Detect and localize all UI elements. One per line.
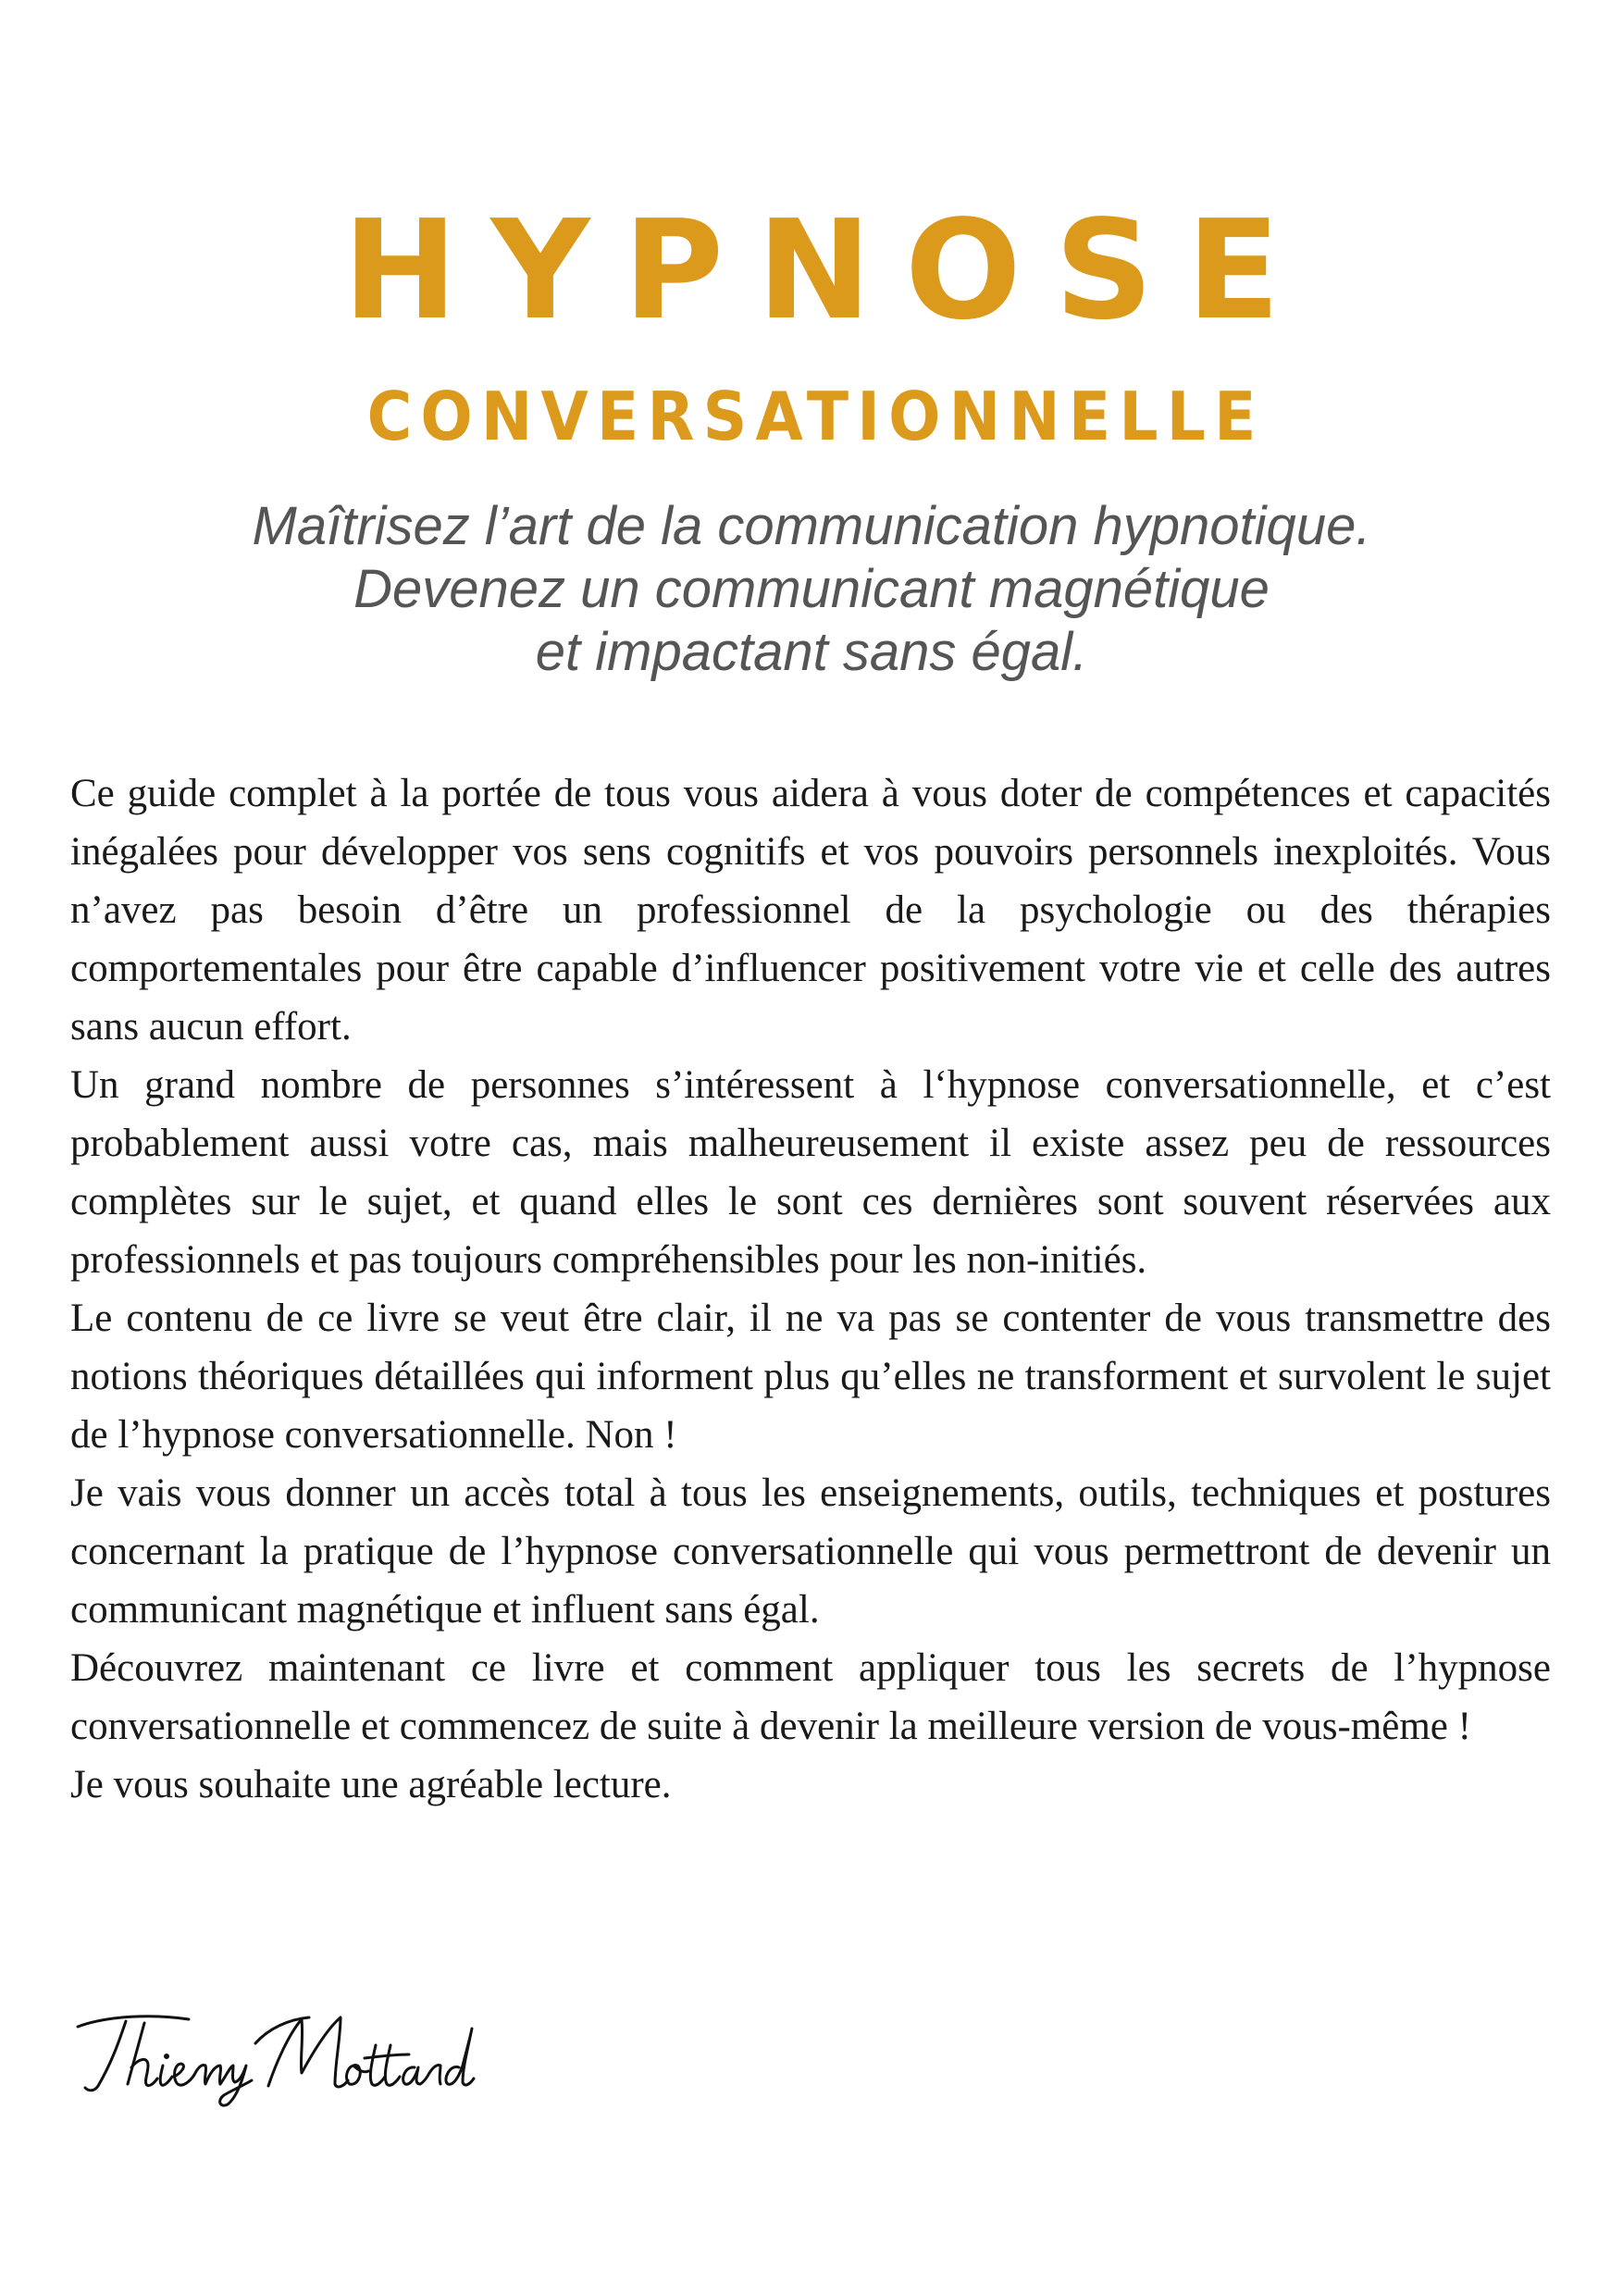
paragraph: Ce guide complet à la portée de tous vous aidera à vous doter de compétences et capacités inégalées pour développer vos sens cognitifs et vos pouvoirs personnels inexploités. Vous n’avez pas besoin d’être un professionnel de la psychologie ou des thérapies comportementales pour être capable d’influencer positivement votre vie et celle des autres sans aucun effort. (70, 772, 1551, 1049)
paragraph: Je vais vous donner un accès total à tous les enseignements, outils, techniques et postures concernant la pratique de l’hypnose conversationnelle qui vous permettront de devenir un communicant magnétique et influent sans égal. (70, 1471, 1551, 1632)
title-subtitle: CONVERSATIONNELLE (366, 378, 1265, 455)
body-text (70, 764, 1551, 1814)
paragraph: Le contenu de ce livre se veut être clair, il ne va pas se contenter de vous transmettre des notions théoriques détaillées qui informent plus qu’elles ne transforment et survolent le sujet de l’hypnose conversationnelle. Non ! (70, 1297, 1551, 1457)
paragraph: Je vous souhaite une agréable lecture. (70, 1763, 672, 1806)
paragraph: Découvrez maintenant ce livre et comment appliquer tous les secrets de l’hypnose conversationnelle et commencez de suite à devenir la meilleure version de vous-même ! (70, 1646, 1551, 1748)
handwritten-signature (70, 2006, 477, 2108)
tagline-line: Devenez un communicant magnétique (353, 559, 1270, 619)
tagline-line: Maîtrisez l’art de la communication hypnotique. (252, 496, 1371, 556)
tagline-line: et impactant sans égal. (535, 622, 1088, 682)
paragraph: Un grand nombre de personnes s’intéressent à l‘hypnose conversationnelle, et c’est probablement aussi votre cas, mais malheureusement il existe assez peu de ressources complètes sur le sujet, et quand elles le sont ces dernières sont souvent réservées aux professionnels et pas toujours compréhensibles pour les non-initiés. (70, 1063, 1551, 1282)
title-main: HYPNOSE (342, 191, 1314, 350)
tagline (0, 495, 1623, 684)
